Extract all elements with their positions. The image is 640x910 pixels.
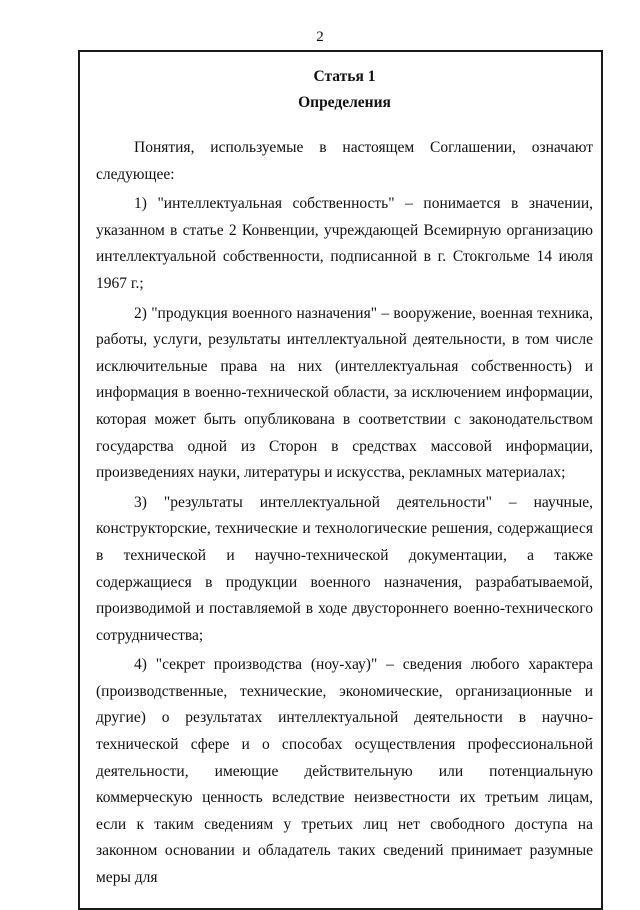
article-title: Статья 1	[313, 68, 376, 85]
definition-paragraph-2: 2) "продукция военного назначения" – вооружение, военная техника, работы, услуги, результаты интеллектуальной деятельности, в том числе исключительные права на них (интеллектуальная собственность) и информация в военно-технической области, за исключением информации, которая может быть опубликована в соответствии с законодательством государства одной из Сторон в средствах массовой информации, произведениях науки, литературы и искусства, рекламных материалах;	[96, 304, 593, 482]
intro-paragraph: Понятия, используемые в настоящем Соглашении, означают следующее:	[96, 139, 593, 183]
document-body	[96, 64, 593, 892]
definition-paragraph-3: 3) "результаты интеллектуальной деятельности" – научные, конструкторские, технические и технологические решения, содержащиеся в технической и научно-технической документации, а также содержащиеся в продукции военного назначения, разрабатываемой, производимой и поставляемой в ходе двустороннего военно-технического сотрудничества;	[96, 493, 593, 644]
heading-spacer	[96, 116, 593, 135]
definition-paragraph-4: 4) "секрет производства (ноу-хау)" – сведения любого характера (производственные, технические, экономические, организационные и другие) о результатах интеллектуальной деятельности в научно-технической сфере и о способах осуществления профессиональной деятельности, имеющие действительную или потенциальную коммерческую ценность вследствие неизвестности их третьим лицам, если к таким сведениям у третьих лиц нет свободного доступа на законном основании и обладатель таких сведений принимает разумные меры для	[96, 656, 593, 887]
article-subtitle: Определения	[298, 94, 391, 111]
page-number: 2	[316, 29, 324, 45]
definition-paragraph-1: 1) "интеллектуальная собственность" – понимается в значении, указанном в статье 2 Конвенции, учреждающей Всемирную организацию интеллектуальной собственности, подписанной в г. Стокгольме 14 июля 1967 г.;	[96, 195, 593, 292]
